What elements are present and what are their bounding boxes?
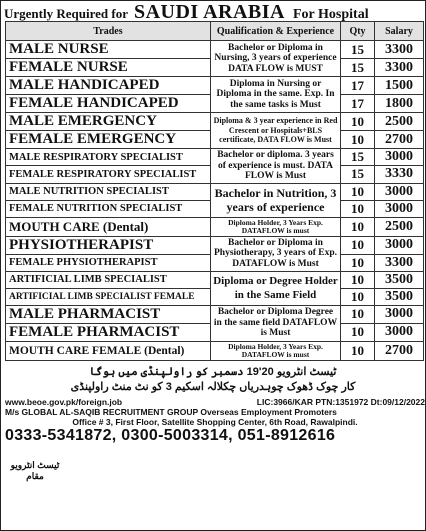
- qualification-cell: [211, 113, 341, 149]
- trade-cell: MOUTH CARE (Dental): [6, 217, 211, 236]
- salary-cell: 3000: [375, 149, 424, 166]
- table-row: [6, 77, 424, 95]
- test-venue-stamp: ٹیسٹ انٹرویو مقام: [10, 460, 60, 481]
- salary-cell: 2500: [375, 217, 424, 236]
- qualification-cell: [211, 77, 341, 113]
- salary-cell: 3300: [375, 41, 424, 59]
- col-qualification: Qualification & Experience: [211, 22, 341, 41]
- trade-cell: FEMALE EMERGENCY: [6, 131, 211, 149]
- trade-cell: MALE RESPIRATORY SPECIALIST: [6, 149, 211, 166]
- salary-cell: 2500: [375, 113, 424, 131]
- qty-cell: 10: [341, 323, 375, 341]
- salary-cell: 3000: [375, 200, 424, 217]
- urdu-line-1: ٹیسٹ انٹرویو 20'19 دسمبر کو راولپنڈی میں ہوگا: [89, 365, 337, 378]
- trade-cell: MALE PHARMACIST: [6, 305, 211, 323]
- salary-cell: 3500: [375, 288, 424, 305]
- company-address: Office # 3, First Floor, Satellite Shopping Center, 6th Road, Rawalpindi.: [72, 416, 358, 427]
- table-row: [6, 217, 424, 236]
- col-qty: Qty: [341, 22, 375, 41]
- trade-cell: FEMALE NURSE: [6, 59, 211, 77]
- trade-cell: MALE NURSE: [6, 41, 211, 59]
- qualification-cell: [211, 41, 341, 77]
- qty-cell: 15: [341, 166, 375, 183]
- qty-cell: 10: [341, 200, 375, 217]
- qty-cell: 10: [341, 131, 375, 149]
- qualification-cell: [211, 236, 341, 271]
- trade-cell: FEMALE HANDICAPED: [6, 95, 211, 113]
- salary-cell: 3000: [375, 323, 424, 341]
- header-urgent: Urgently Required for: [4, 6, 128, 21]
- qty-cell: 17: [341, 95, 375, 113]
- qualification-cell: [211, 305, 341, 341]
- qualification-cell: [211, 149, 341, 184]
- table-row: [6, 183, 424, 200]
- qty-cell: 10: [341, 217, 375, 236]
- qualification-cell: [211, 271, 341, 305]
- ad-header: [1, 1, 425, 21]
- qualification-text: Bachelor or diploma. 3 years of experience is must. DATA FLOW is Must: [217, 150, 334, 181]
- header-country: SAUDI ARABIA: [133, 1, 285, 23]
- salary-cell: 3000: [375, 183, 424, 200]
- col-salary: Salary: [375, 22, 424, 41]
- qualification-text: Bachelor or Diploma in Physiotherapy, 3 years of Exp. DATAFLOW is Must: [214, 237, 337, 269]
- table-row: [6, 236, 424, 254]
- salary-cell: 3330: [375, 166, 424, 183]
- salary-cell: 2700: [375, 341, 424, 360]
- company-name: M/s GLOBAL AL-SAQIB RECRUITMENT GROUP Overseas Employment Promoters: [5, 406, 337, 417]
- trade-cell: FEMALE RESPIRATORY SPECIALIST: [6, 166, 211, 183]
- qty-cell: 10: [341, 341, 375, 360]
- qty-cell: 15: [341, 41, 375, 59]
- salary-cell: 3300: [375, 59, 424, 77]
- salary-cell: 3300: [375, 254, 424, 271]
- qualification-cell: [211, 217, 341, 236]
- qualification-text: Diploma & 3 year experience in Red Crescent or Hospitals+BLS certificate, DATA FLOW is Must: [213, 116, 338, 145]
- salary-cell: 1800: [375, 95, 424, 113]
- website-link[interactable]: www.beoe.gov.pk/foreign.job: [5, 396, 123, 407]
- urdu-announcement: [1, 365, 425, 395]
- qty-cell: 10: [341, 236, 375, 254]
- table-row: [6, 41, 424, 59]
- salary-cell: 1500: [375, 77, 424, 95]
- urdu-line-2: کار چوک ڈھوک چوہدریاں چکلالہ اسکیم 3 کو نٹ منٹ راولپنڈی: [70, 380, 356, 393]
- qty-cell: 10: [341, 305, 375, 323]
- trade-cell: ARTIFICIAL LIMB SPECIALIST FEMALE: [6, 288, 211, 305]
- salary-cell: 2700: [375, 131, 424, 149]
- qty-cell: 10: [341, 288, 375, 305]
- qualification-cell: [211, 183, 341, 217]
- header-hospital: For Hospital: [293, 7, 369, 22]
- qualification-text: Diploma in Nursing or Diploma in the same. Exp. In the same tasks is Must: [216, 78, 335, 110]
- qualification-cell: [211, 341, 341, 360]
- trade-cell: MALE EMERGENCY: [6, 113, 211, 131]
- jobs-table: [5, 21, 424, 361]
- table-row: [6, 305, 424, 323]
- qualification-text: Bachelor or Diploma in Nursing, 3 years of experience DATA FLOW is MUST: [214, 42, 337, 74]
- col-trades: Trades: [6, 22, 211, 41]
- trade-cell: FEMALE PHYSIOTHERAPIST: [6, 254, 211, 271]
- qualification-text: Bachelor in Nutrition, 3 years of experience: [214, 186, 337, 214]
- trade-cell: FEMALE NUTRITION SPECIALIST: [6, 200, 211, 217]
- footer-meta: [1, 397, 425, 407]
- qualification-text: Diploma Holder, 3 Years Exp. DATAFLOW is must: [228, 341, 323, 359]
- table-row: [6, 341, 424, 360]
- phone-numbers: 0333-5341872, 0300-5003314, 051-8912616: [5, 426, 336, 444]
- trade-cell: PHYSIOTHERAPIST: [6, 236, 211, 254]
- license-number: LIC:3966/KAR PTN:1351972 Dt:09/12/2022: [256, 396, 425, 407]
- table-row: [6, 271, 424, 288]
- qualification-text: Diploma or Degree Holder in the Same Field: [213, 275, 338, 301]
- trade-cell: ARTIFICIAL LIMB SPECIALIST: [6, 271, 211, 288]
- trade-cell: MALE HANDICAPED: [6, 77, 211, 95]
- salary-cell: 3000: [375, 305, 424, 323]
- trade-cell: FEMALE PHARMACIST: [6, 323, 211, 341]
- table-row: [6, 149, 424, 166]
- trade-cell: MOUTH CARE FEMALE (Dental): [6, 341, 211, 360]
- qty-cell: 10: [341, 271, 375, 288]
- table-header-row: [6, 22, 424, 41]
- qty-cell: 15: [341, 149, 375, 166]
- qty-cell: 10: [341, 183, 375, 200]
- salary-cell: 3000: [375, 236, 424, 254]
- qualification-text: Bachelor or Diploma Degree in the same field DATAFLOW is Must: [213, 307, 338, 339]
- table-row: [6, 113, 424, 131]
- trade-cell: MALE NUTRITION SPECIALIST: [6, 183, 211, 200]
- qty-cell: 15: [341, 59, 375, 77]
- qualification-text: Diploma Holder, 3 Years Exp. DATAFLOW is must: [228, 217, 323, 235]
- salary-cell: 3500: [375, 271, 424, 288]
- qty-cell: 10: [341, 254, 375, 271]
- qty-cell: 10: [341, 113, 375, 131]
- qty-cell: 17: [341, 77, 375, 95]
